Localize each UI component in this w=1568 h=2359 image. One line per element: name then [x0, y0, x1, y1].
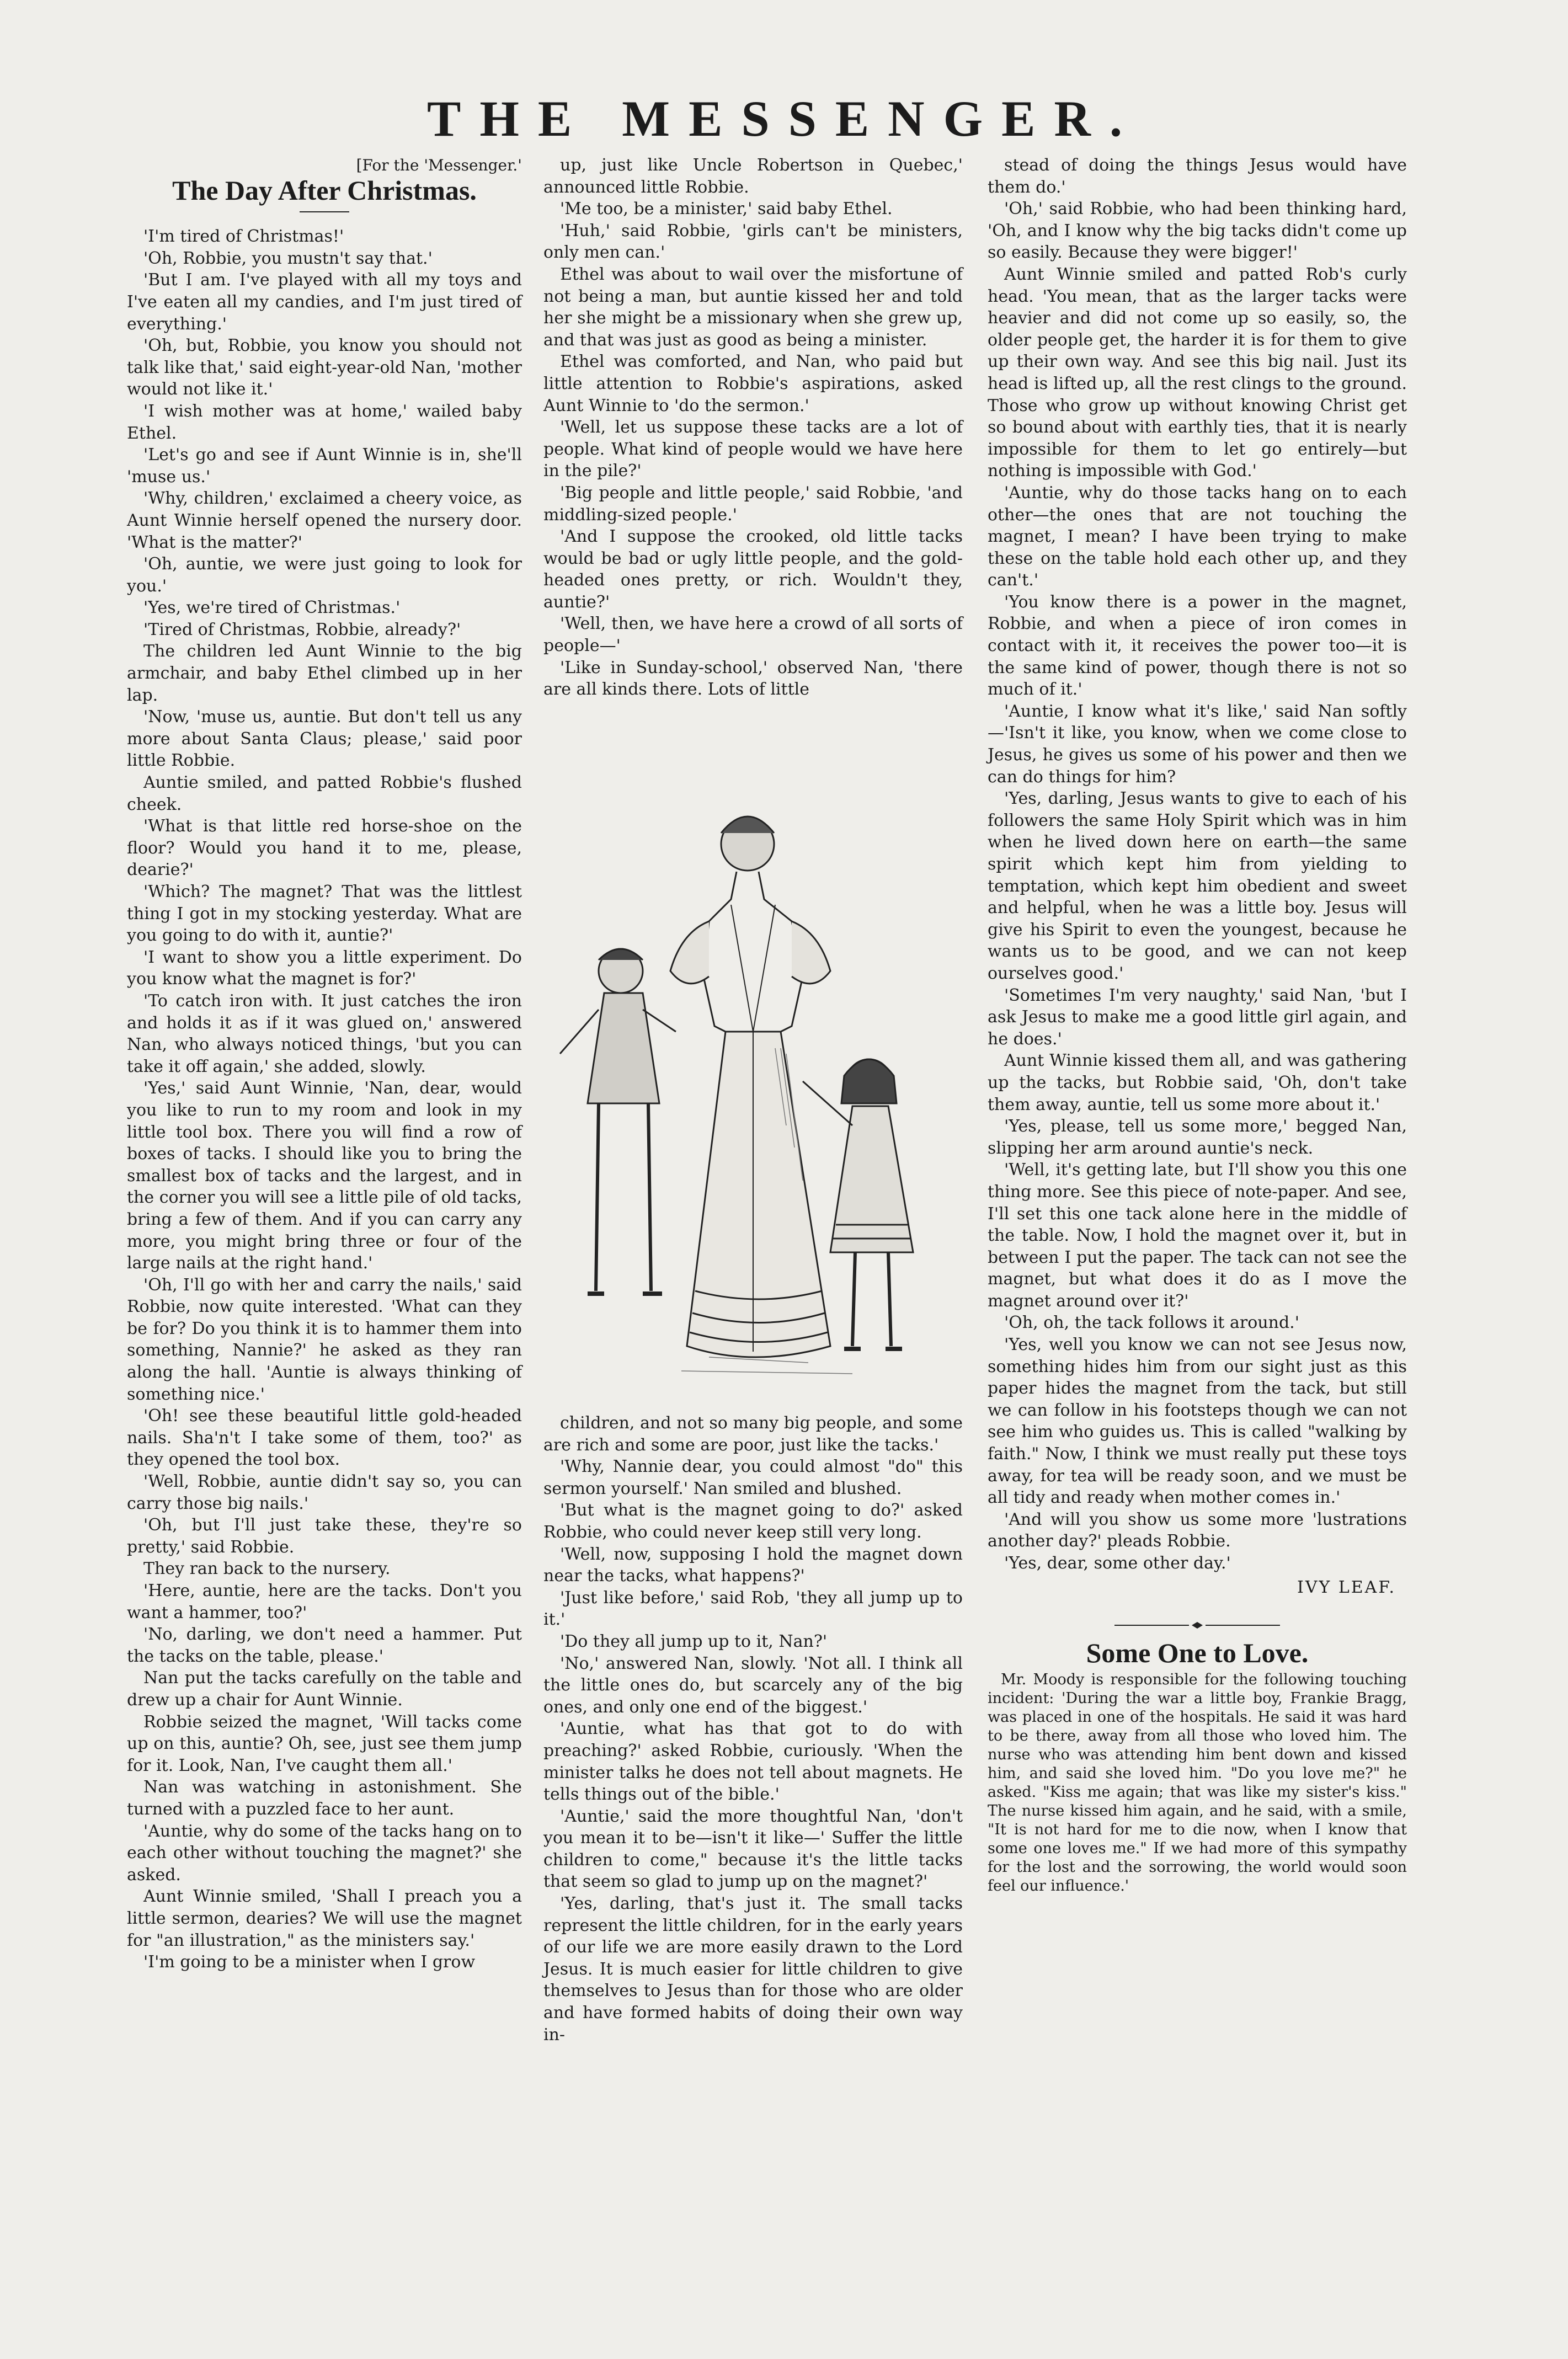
paragraph: Aunt Winnie smiled, 'Shall I preach you a little sermon, dearies? We will use the magnet for "an illustration," as the ministers say.': [127, 1887, 522, 1950]
column-3-body: [988, 154, 1407, 1575]
paragraph: 'Yes, dear, some other day.': [1004, 1554, 1231, 1573]
ornament-icon: [1109, 1620, 1286, 1631]
engraving-image: [543, 794, 963, 1401]
paragraph: 'Oh,' said Robbie, who had been thinking hard, 'Oh, and I know why the big tacks didn't come up so easily. Because they were bigger!': [988, 199, 1407, 263]
paragraph: 'Yes, please, tell us some more,' begged Nan, slipping her arm around auntie's neck.: [988, 1117, 1407, 1158]
paragraph: 'Like in Sunday-school,' observed Nan, 'there are all kinds there. Lots of little: [543, 658, 963, 700]
title-rule: [300, 211, 349, 212]
illustration-woman-with-children: [543, 794, 963, 1401]
paragraph: 'Oh! see these beautiful little gold-headed nails. Sha'n't I take some of them, too?' as they opened the tool box.: [127, 1406, 522, 1470]
paragraph: 'Which? The magnet? That was the littlest thing I got in my stocking yesterday. What are you going to do with it, auntie?': [127, 882, 522, 946]
paragraph: 'Well, now, supposing I hold the magnet down near the tacks, what happens?': [543, 1544, 963, 1586]
paragraph: 'Just like before,' said Rob, 'they all jump up to it.': [543, 1588, 963, 1630]
paragraph: 'What is that little red horse-shoe on the floor? Would you hand it to me, please, dearie?': [127, 816, 522, 880]
paragraph: 'Yes, we're tired of Christmas.': [143, 598, 401, 618]
paragraph: 'Sometimes I'm very naughty,' said Nan, 'but I ask Jesus to make me a good little girl again, and he does.': [988, 985, 1407, 1049]
paragraph: 'I want to show you a little experiment. Do you know what the magnet is for?': [127, 947, 522, 989]
paragraph: 'Do they all jump up to it, Nan?': [560, 1631, 828, 1651]
story2-title: Some One to Love.: [1086, 1637, 1309, 1668]
signature: IVY LEAF.: [1297, 1577, 1396, 1597]
paragraph: 'Big people and little people,' said Robbie, 'and middling-sized people.': [543, 483, 963, 525]
paragraph: 'Why, Nannie dear, you could almost "do" this sermon yourself.' Nan smiled and blushed.: [543, 1457, 963, 1498]
paragraph: 'But I am. I've played with all my toys and I've eaten all my candies, and I'm just tired of everything.': [127, 270, 522, 334]
paragraph: up, just like Uncle Robertson in Quebec,' announced little Robbie.: [543, 156, 963, 197]
story2-paragraph: Mr. Moody is responsible for the following touching incident: 'During the war a little boy, Frankie Bragg, was placed in one of the hospitals. He said it was hard to be there, away from all those who loved him. The nurse who was attending him bent down and kissed him, and said she loved him. "Do you love me?" he asked. "Kiss me again; that was like my sister's kiss." The nurse kissed him again, and he said, with a smile, "It is not hard for me to die now, when I know that some one loves me." If we had more of this sympathy for the lost and the sorrowing, the world would soon feel our influence.': [988, 1671, 1407, 1895]
paragraph: 'But what is the magnet going to do?' asked Robbie, who could never keep still very long.: [543, 1501, 963, 1542]
paragraph: 'Here, auntie, here are the tacks. Don't you want a hammer, too?': [127, 1581, 522, 1623]
column-2-top-body: [543, 154, 963, 701]
paragraph: 'Auntie, why do those tacks hang on to each other—the ones that are not touching the magnet, I mean? I have been trying to make these on the table hold each other up, and they can't.': [988, 483, 1407, 590]
paragraph: 'Oh, but, Robbie, you know you should not talk like that,' said eight-year-old Nan, 'mother would not like it.': [127, 336, 522, 399]
paragraph: 'No, darling, we don't need a hammer. Put the tacks on the table, please.': [127, 1625, 522, 1666]
source-note: [For the 'Messenger.': [356, 156, 522, 174]
paragraph: 'Auntie, why do some of the tacks hang on to each other without touching the magnet?' she asked.: [127, 1821, 522, 1885]
column-2-bottom-body: [543, 1412, 963, 2046]
paragraph: 'Why, children,' exclaimed a cheery voice, as Aunt Winnie herself opened the nursery door. 'What is the matter?': [127, 489, 522, 552]
paragraph: 'Oh, I'll go with her and carry the nails,' said Robbie, now quite interested. 'What can they be for? Do you think it is to hammer them into something, Nannie?' he asked as they ran along the hall. 'Auntie is always thinking of something nice.': [127, 1275, 522, 1404]
paragraph: 'Yes, darling, Jesus wants to give to each of his followers the same Holy Spirit which was in him when he lived down here on earth—the same spirit which kept him from yielding to temptation, which kept him obedient and sweet and helpful, when he was a little boy. Jesus will give his Spirit to even the youngest, because he wants us to be good, and we can not keep ourselves good.': [988, 789, 1407, 983]
paragraph: 'I'm going to be a minister when I grow: [143, 1952, 476, 1972]
paragraph: 'Auntie,' said the more thoughtful Nan, 'don't you mean it to be—isn't it like—' Suffer the little children to come," because it's the little tacks that seem so glad to jump up on the magnet?': [543, 1806, 963, 1892]
paragraph: 'Auntie, I know what it's like,' said Nan softly—'Isn't it like, you know, when we come close to Jesus, he gives us some of his power and then we can do things for him?: [988, 701, 1407, 787]
paragraph: 'You know there is a power in the magnet, Robbie, and when a piece of iron comes in contact with it, it receives the power too—it is the same kind of power, though there is not so much of it.': [988, 592, 1407, 700]
paragraph: 'Me too, be a minister,' said baby Ethel.: [560, 199, 893, 219]
paragraph: 'And will you show us some more 'lustrations another day?' pleads Robbie.: [988, 1509, 1407, 1551]
story-title: The Day After Christmas.: [172, 174, 477, 206]
paragraph: 'Yes, well you know we can not see Jesus now, something hides him from our sight just as this paper hides the magnet from the tack, but still we can follow in his footsteps though we can not see him who guides us. This is called "walking by faith." Now, I think we must really put these toys away, for tea will be ready soon, and we must be all tidy and ready when mother comes in.': [988, 1335, 1407, 1508]
paragraph: Ethel was about to wail over the misfortune of not being a man, but auntie kissed her and told her she might be a missionary when she grew up, and that was just as good as being a minister.: [543, 264, 963, 350]
paragraph: 'Auntie, what has that got to do with preaching?' asked Robbie, curiously. 'When the minister talks he does not tell about magnets. He tells things out of the bible.': [543, 1719, 963, 1805]
paragraph: stead of doing the things Jesus would have them do.': [988, 156, 1407, 197]
paragraph: Nan put the tacks carefully on the table and drew up a chair for Aunt Winnie.: [127, 1668, 522, 1710]
paragraph: 'I'm tired of Christmas!': [143, 227, 344, 247]
masthead: THE MESSENGER.: [427, 90, 1141, 147]
paragraph: Aunt Winnie kissed them all, and was gathering up the tacks, but Robbie said, 'Oh, don't take them away, auntie, tell us some more about it.': [988, 1051, 1407, 1114]
paragraph: 'Well, Robbie, auntie didn't say so, you can carry those big nails.': [127, 1472, 522, 1513]
paragraph: The children led Aunt Winnie to the big armchair, and baby Ethel climbed up in her lap.: [127, 642, 522, 705]
story2-body: [988, 1670, 1407, 1896]
paragraph: 'Oh, but I'll just take these, they're so pretty,' said Robbie.: [127, 1515, 522, 1557]
paragraph: 'Yes,' said Aunt Winnie, 'Nan, dear, would you like to run to my room and look in my little tool box. There you will find a row of boxes of tacks. I should like you to bring the smallest box of tacks and the largest, and in the corner you will see a little pile of old tacks, bring a few of them. And if you can carry any more, you might bring three or four of the large nails at the right hand.': [127, 1079, 522, 1273]
paragraph: 'Tired of Christmas, Robbie, already?': [143, 620, 461, 639]
paragraph: Auntie smiled, and patted Robbie's flushed cheek.: [127, 773, 522, 814]
paragraph: 'And I suppose the crooked, old little tacks would be bad or ugly little people, and the gold-headed ones pretty, or rich. Wouldn't they, auntie?': [543, 527, 963, 612]
ornament-rule: [988, 1615, 1407, 1637]
column-2-bottom: [543, 1412, 963, 2046]
paragraph: 'No,' answered Nan, slowly. 'Not all. I think all the little ones do, but scarcely any of the big ones, and only one end of the biggest.': [543, 1653, 963, 1717]
paragraph: 'Oh, Robbie, you mustn't say that.': [143, 248, 433, 268]
paragraph: Ethel was comforted, and Nan, who paid but little attention to Robbie's aspirations, asked Aunt Winnie to 'do the sermon.': [543, 352, 963, 415]
paragraph: 'Now, 'muse us, auntie. But don't tell us any more about Santa Claus; please,' said poor little Robbie.: [127, 707, 522, 771]
column-3: [988, 154, 1407, 1896]
paragraph: 'Well, let us suppose these tacks are a lot of people. What kind of people would we have here in the pile?': [543, 418, 963, 481]
paragraph: Aunt Winnie smiled and patted Rob's curly head. 'You mean, that as the larger tacks were heavier and did not come up so easily, so, the older people get, the harder it is for them to give up their own way. And see this big nail. Just its head is lifted up, all the rest clings to the ground. Those who grow up without knowing Christ get so bound about with earthly ties, that it is nearly impossible for them to let go entirely—but nothing is impossible with God.': [988, 264, 1407, 481]
paragraph: 'Oh, auntie, we were just going to look for you.': [127, 554, 522, 596]
paragraph: 'To catch iron with. It just catches the iron and holds it as if it was glued on,' answered Nan, who always noticed things, 'but you can take it off again,' she added, slowly.: [127, 991, 522, 1076]
paragraph: 'Well, then, we have here a crowd of all sorts of people—': [543, 614, 963, 656]
paragraph: 'Yes, darling, that's just it. The small tacks represent the little children, for in the early years of our life we are more easily drawn to the Lord Jesus. It is much easier for little children to give themselves to Jesus than for those who are older and have formed habits of doing their own way in-: [543, 1894, 963, 2045]
paragraph: Robbie seized the magnet, 'Will tacks come up on this, auntie? Oh, see, just see them jump for it. Look, Nan, I've caught them all.': [127, 1712, 522, 1775]
paragraph: children, and not so many big people, and some are rich and some are poor, just like the tacks.': [543, 1413, 963, 1455]
paragraph: 'Let's go and see if Aunt Winnie is in, she'll 'muse us.': [127, 445, 522, 487]
paragraph: 'Oh, oh, the tack follows it around.': [1004, 1313, 1299, 1333]
paragraph: Nan was watching in astonishment. She turned with a puzzled face to her aunt.: [127, 1778, 522, 1819]
column-1-body: [127, 226, 522, 1973]
column-1: [127, 154, 522, 1973]
paragraph: They ran back to the nursery.: [143, 1559, 391, 1579]
paragraph: 'Huh,' said Robbie, 'girls can't be ministers, only men can.': [543, 221, 963, 263]
paragraph: 'Well, it's getting late, but I'll show you this one thing more. See this piece of note-paper. And see, I'll set this one tack alone here in the middle of the table. Now, I hold the magnet over it, but in between I put the paper. The tack can not see the magnet, but what does it do as I move the magnet around over it?': [988, 1160, 1407, 1311]
paragraph: 'I wish mother was at home,' wailed baby Ethel.: [127, 401, 522, 443]
column-2-top: [543, 154, 963, 701]
